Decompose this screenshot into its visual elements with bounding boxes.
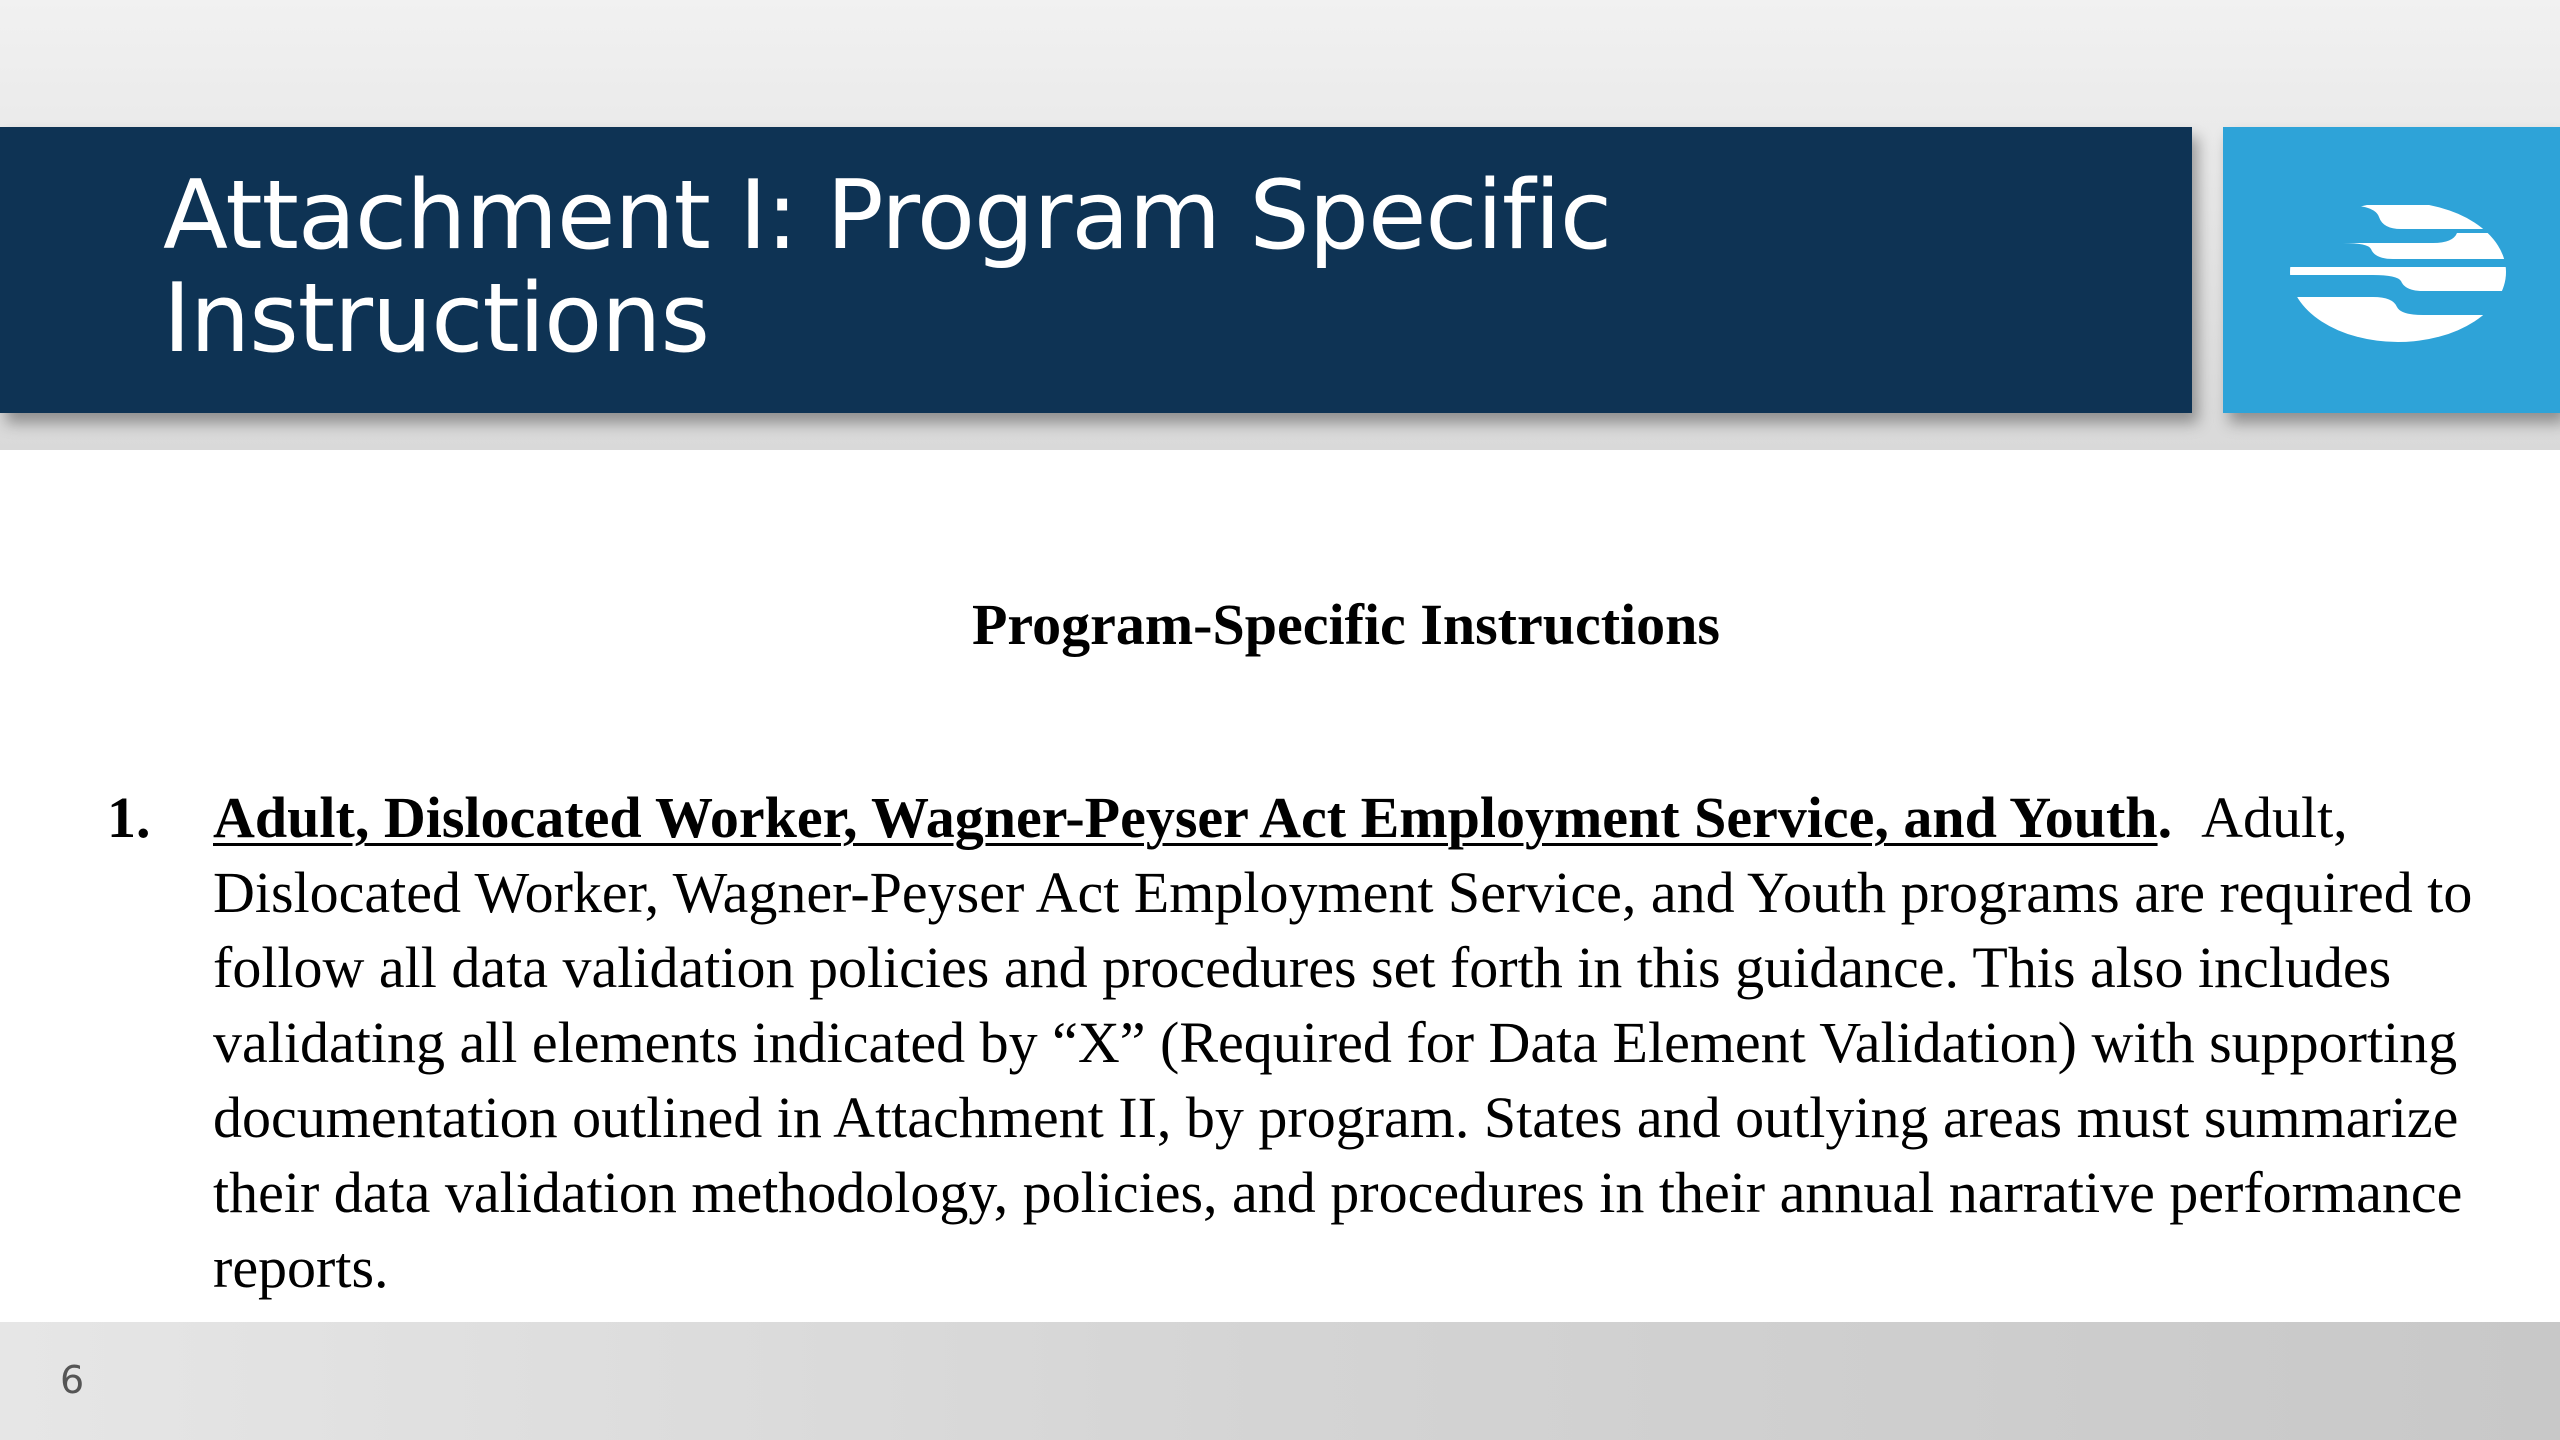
document-heading: Program-Specific Instructions xyxy=(972,592,1720,657)
list-item xyxy=(213,780,2513,1305)
footer-bar xyxy=(0,1322,2560,1440)
list-item-number: 1. xyxy=(107,785,151,850)
slide-title xyxy=(163,161,2063,374)
list-item-heading: Adult, Dislocated Worker, Wagner-Peyser Act Employment Service, and Youth xyxy=(213,785,2158,850)
content-area xyxy=(0,450,2560,1322)
list-item-heading-period: . xyxy=(2157,785,2173,850)
title-bar xyxy=(0,127,2192,413)
agency-seal-icon xyxy=(2283,197,2513,347)
page-number: 6 xyxy=(60,1358,85,1402)
slide-title-line-1: Attachment I: Program Specific xyxy=(163,161,1612,271)
logo-box xyxy=(2223,127,2560,413)
slide-title-line-2: Instructions xyxy=(163,264,709,374)
list-item-body: Adult, Dislocated Worker, Wagner-Peyser Act Employment Service, and Youth programs are required to follow all data validation policies and procedures set forth in this guidance. This also includes validating all elements indicated by “X” (Required for Data Element Validation) with supporting documentation outlined in Attachment II, by program. States and outlying areas must summarize their data validation methodology, policies, and procedures in their annual narrative performance reports. xyxy=(213,785,2473,1300)
